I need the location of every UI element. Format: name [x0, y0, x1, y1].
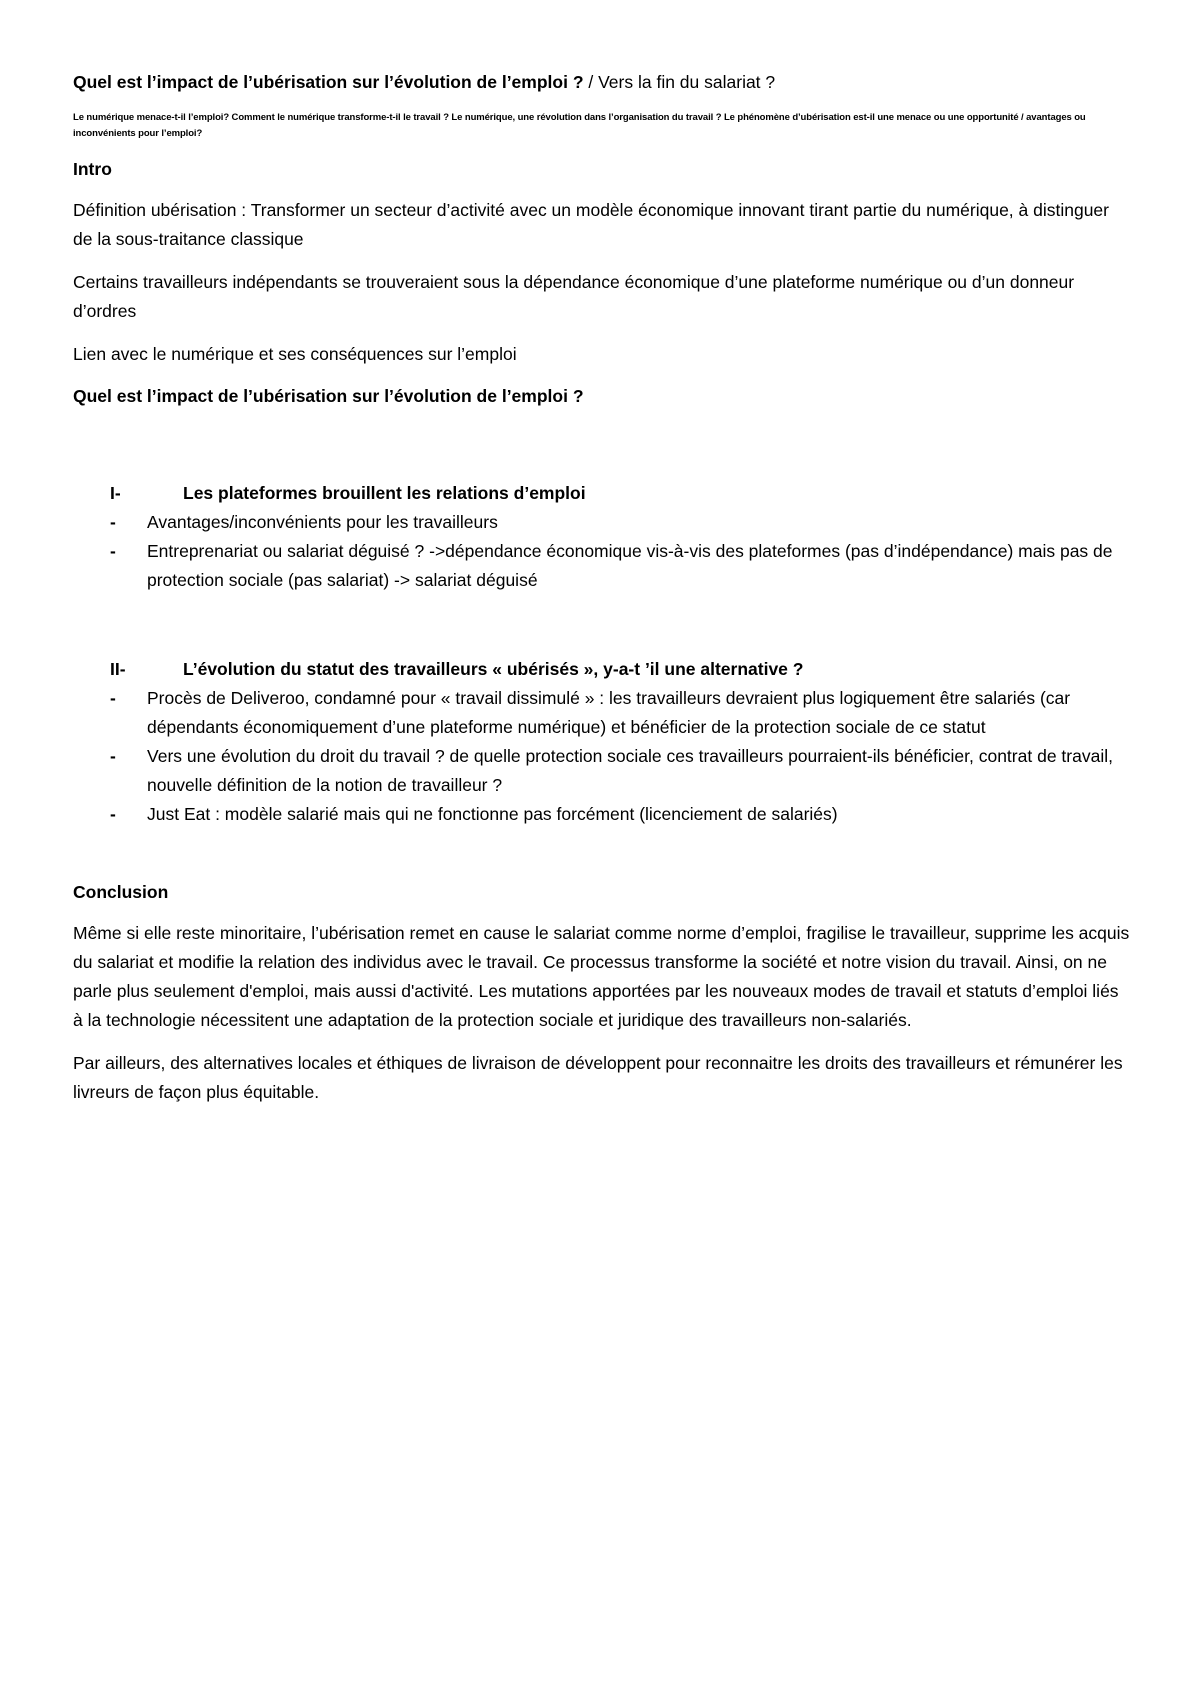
intro-link: Lien avec le numérique et ses conséquences sur l’emploi [73, 344, 517, 364]
section-2-title: L’évolution du statut des travailleurs « ubérisés », y-a-t ’il une alternative ? [183, 659, 804, 679]
list-item [73, 742, 1133, 800]
section-2-heading [73, 655, 1133, 684]
dash-marker: - [110, 688, 116, 708]
section-1-bullets [73, 508, 1133, 595]
section-2-bullets [73, 684, 1133, 829]
dash-marker: - [110, 746, 116, 766]
intro-heading: Intro [73, 159, 112, 179]
bullet-text: Procès de Deliveroo, condamné pour « travail dissimulé » : les travailleurs devraient plus logiquement être salariés (car dépendants économiquement d’une plateforme numérique) et bénéficier de la protection sociale de ce statut [147, 688, 1071, 737]
document-title [73, 68, 1133, 96]
bullet-text: Avantages/inconvénients pour les travailleurs [147, 512, 498, 532]
bullet-text: Vers une évolution du droit du travail ? de quelle protection sociale ces travailleurs pourraient-ils bénéficier, contrat de travail, nouvelle définition de la notion de travailleur ? [147, 746, 1113, 795]
spacer [73, 829, 1133, 879]
intro-definition: Définition ubérisation : Transformer un secteur d’activité avec un modèle économique innovant tirant partie du numérique, à distinguer de la sous-traitance classique [73, 200, 1109, 249]
spacer [73, 423, 1133, 479]
title-main: Quel est l’impact de l’ubérisation sur l’évolution de l’emploi ? [73, 72, 584, 92]
conclusion-heading: Conclusion [73, 882, 169, 902]
section-1-title: Les plateformes brouillent les relations d’emploi [183, 483, 586, 503]
list-item [73, 508, 1133, 537]
dash-marker: - [110, 541, 116, 561]
section-2-number: II- [110, 659, 126, 679]
bullet-text: Entreprenariat ou salariat déguisé ? ->dépendance économique vis-à-vis des plateformes (pas d’indépendance) mais pas de protection sociale (pas salariat) -> salariat déguisé [147, 541, 1113, 590]
problem-statement: Quel est l’impact de l’ubérisation sur l’évolution de l’emploi ? [73, 386, 584, 406]
title-alt: / Vers la fin du salariat ? [583, 72, 776, 92]
sub-questions: Le numérique menace-t-il l’emploi? Comment le numérique transforme-t-il le travail ? Le numérique, une révolution dans l’organisation du travail ? Le phénomène d’ubérisation est-il une menace ou une opportunité / avantages ou inconvénients pour l’emploi? [73, 112, 1086, 139]
section-1-number: I- [110, 483, 121, 503]
bullet-text: Just Eat : modèle salarié mais qui ne fonctionne pas forcément (licenciement de salariés) [147, 804, 838, 824]
intro-dependence: Certains travailleurs indépendants se trouveraient sous la dépendance économique d’une plateforme numérique ou d’un donneur d’ordres [73, 272, 1075, 321]
list-item [73, 537, 1133, 595]
document-page [73, 68, 1133, 1121]
dash-marker: - [110, 512, 116, 532]
spacer [73, 595, 1133, 655]
section-1-heading [73, 479, 1133, 508]
conclusion-paragraph: Même si elle reste minoritaire, l’ubérisation remet en cause le salariat comme norme d’emploi, fragilise le travailleur, supprime les acquis du salariat et modifie la relation des individus avec le travail. Ce processus transforme la société et notre vision du travail. Ainsi, on ne parle plus seulement d'emploi, mais aussi d'activité. Les mutations apportées par les nouveaux modes de travail et statuts d’emploi liés à la technologie nécessitent une adaptation de la protection sociale et juridique des travailleurs non-salariés. [73, 923, 1130, 1030]
dash-marker: - [110, 804, 116, 824]
conclusion-paragraph: Par ailleurs, des alternatives locales et éthiques de livraison de développent pour reconnaitre les droits des travailleurs et rémunérer les livreurs de façon plus équitable. [73, 1053, 1123, 1102]
list-item [73, 684, 1133, 742]
list-item [73, 800, 1133, 829]
